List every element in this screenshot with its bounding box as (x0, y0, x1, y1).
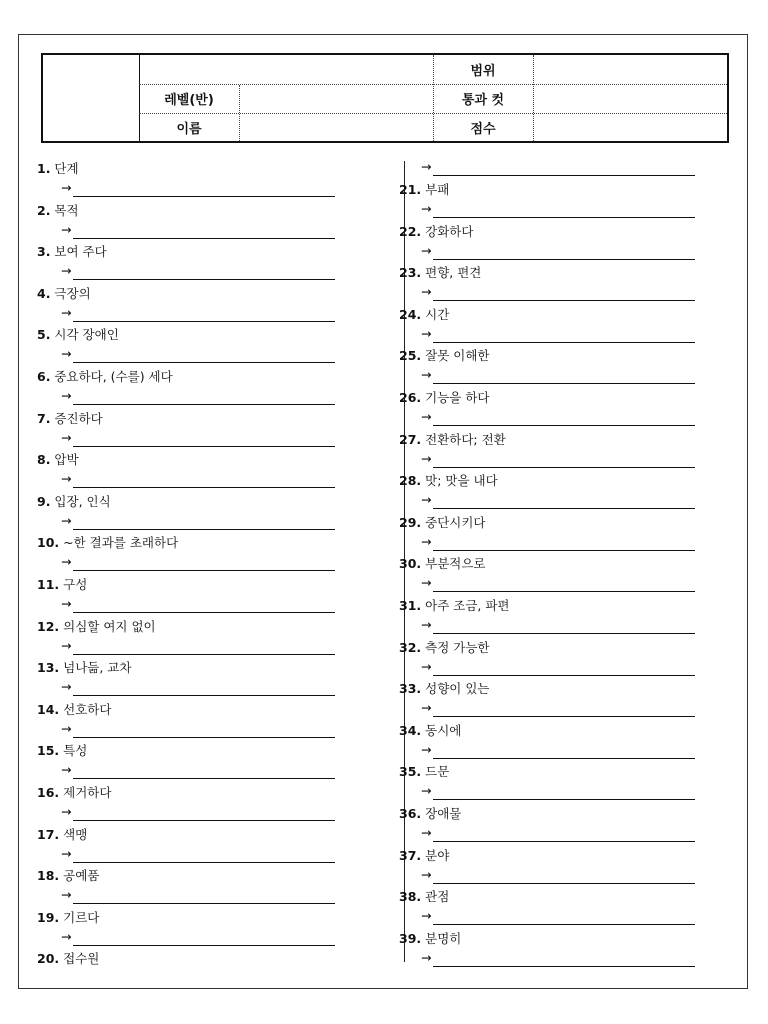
question-term: 기르다 (59, 909, 100, 925)
answer-blank[interactable] (61, 804, 71, 819)
arrow-icon: → (61, 637, 72, 653)
arrow-icon: → (421, 492, 432, 508)
question-item (399, 679, 489, 697)
answer-blank[interactable] (421, 659, 431, 674)
answer-blank[interactable] (61, 762, 71, 777)
answer-line (433, 966, 695, 967)
question-item (399, 762, 449, 780)
answer-blank[interactable] (61, 596, 71, 611)
arrow-icon: → (421, 325, 432, 341)
question-item (399, 554, 486, 572)
question-item (37, 866, 99, 884)
question-number: 4. (37, 285, 51, 301)
arrow-icon: → (421, 201, 432, 216)
answer-blank[interactable] (61, 263, 71, 278)
question-number: 31. (399, 598, 422, 613)
arrow-icon: → (61, 180, 72, 195)
answer-blank[interactable] (61, 471, 71, 486)
answer-line (433, 467, 695, 468)
question-number: 37. (399, 847, 422, 863)
question-number: 13. (37, 660, 60, 676)
question-item (399, 180, 449, 198)
arrow-icon: → (61, 512, 72, 528)
answer-blank[interactable] (421, 492, 431, 507)
question-item (399, 929, 461, 947)
question-term: 색맹 (59, 826, 88, 842)
answer-blank[interactable] (61, 180, 71, 195)
question-number: 22. (399, 223, 422, 239)
question-number: 35. (399, 764, 422, 780)
answer-blank[interactable] (61, 929, 71, 944)
question-number: 8. (37, 452, 51, 468)
answer-line (73, 404, 335, 405)
question-item (37, 908, 99, 926)
question-term: 제거하다 (59, 785, 112, 800)
arrow-icon: → (61, 928, 72, 944)
question-term: 입장, 인식 (50, 493, 111, 509)
question-item (399, 430, 506, 448)
arrow-icon: → (61, 304, 72, 320)
question-number: 2. (37, 202, 51, 218)
answer-line (73, 446, 335, 447)
question-term: 분야 (421, 847, 450, 863)
answer-line (73, 695, 335, 696)
question-number: 38. (399, 889, 422, 905)
question-number: 36. (399, 806, 422, 821)
question-term: 드문 (421, 764, 450, 780)
answer-line (73, 862, 335, 863)
answer-blank[interactable] (61, 721, 71, 736)
answer-blank[interactable] (61, 846, 71, 861)
question-number: 27. (399, 431, 422, 447)
question-number: 5. (37, 327, 51, 343)
question-term: 전환하다; 전환 (421, 431, 506, 447)
question-number: 24. (399, 306, 422, 322)
question-item (37, 825, 87, 843)
question-number: 10. (37, 535, 60, 551)
question-item (37, 533, 178, 551)
question-item (399, 596, 510, 614)
arrow-icon: → (61, 471, 72, 487)
question-item (37, 201, 79, 219)
answer-blank[interactable] (421, 159, 431, 174)
answer-line (73, 279, 335, 280)
question-item (399, 305, 449, 323)
arrow-icon: → (61, 388, 72, 403)
arrow-icon: → (421, 409, 432, 424)
answer-blank[interactable] (421, 367, 431, 382)
pass-cut-label: 통과 컷 (461, 93, 505, 108)
answer-line (433, 924, 695, 925)
question-item (399, 513, 486, 531)
answer-line (433, 550, 695, 551)
question-number: 34. (399, 722, 422, 738)
answer-line (433, 633, 695, 634)
arrow-icon: → (421, 450, 432, 466)
answer-blank[interactable] (61, 305, 71, 320)
question-item (399, 846, 449, 864)
question-term: 기능을 하다 (421, 390, 490, 405)
answer-blank[interactable] (61, 222, 71, 237)
question-item (37, 658, 131, 676)
answer-blank[interactable] (61, 513, 71, 528)
answer-blank[interactable] (61, 638, 71, 653)
question-term: 아주 조금, 파편 (421, 598, 510, 613)
arrow-icon: → (61, 804, 72, 819)
arrow-icon: → (421, 783, 432, 799)
range-label: 범위 (470, 64, 496, 79)
question-number: 14. (37, 701, 60, 717)
answer-line (433, 883, 695, 884)
answer-blank[interactable] (421, 326, 431, 341)
question-number: 33. (399, 681, 422, 697)
question-item (37, 325, 119, 343)
answer-line (73, 321, 335, 322)
level-label: 레벨(반) (164, 93, 214, 108)
question-item (399, 263, 481, 281)
score-label: 점수 (470, 121, 496, 137)
question-number: 26. (399, 390, 422, 405)
question-item (399, 638, 489, 656)
answer-blank[interactable] (421, 575, 431, 590)
question-item (399, 346, 489, 364)
question-term: ~한 결과를 초래하다 (59, 535, 179, 551)
question-item (399, 388, 489, 406)
question-number: 19. (37, 909, 60, 925)
question-item (37, 783, 111, 801)
question-term: 장애물 (421, 806, 462, 821)
question-term: 압박 (50, 452, 79, 468)
question-item (399, 887, 449, 905)
question-item (37, 159, 79, 177)
question-item (37, 492, 111, 510)
question-term: 성향이 있는 (421, 681, 490, 697)
answer-line (73, 362, 335, 363)
question-number: 30. (399, 556, 422, 572)
question-item (37, 367, 173, 385)
question-term: 부분적으로 (421, 556, 486, 572)
answer-blank[interactable] (421, 617, 431, 632)
question-number: 21. (399, 182, 422, 197)
question-item (37, 242, 107, 260)
question-term: 잘못 이해한 (421, 348, 490, 364)
answer-line (73, 529, 335, 530)
answer-line (73, 820, 335, 821)
question-item (399, 222, 473, 240)
answer-line (73, 945, 335, 946)
answer-blank[interactable] (421, 700, 431, 715)
answer-line (73, 903, 335, 904)
arrow-icon: → (421, 866, 432, 882)
question-number: 1. (37, 161, 51, 176)
arrow-icon: → (61, 679, 72, 695)
answer-blank[interactable] (61, 679, 71, 694)
answer-line (433, 799, 695, 800)
answer-blank[interactable] (421, 742, 431, 757)
answer-line (73, 612, 335, 613)
question-term: 동시에 (421, 722, 462, 738)
question-term: 보여 주다 (50, 244, 107, 260)
question-term: 극장의 (50, 285, 91, 301)
question-item (37, 409, 103, 427)
question-number: 12. (37, 618, 60, 634)
arrow-icon: → (421, 242, 432, 258)
arrow-icon: → (421, 533, 432, 549)
answer-blank[interactable] (61, 554, 71, 569)
answer-line (433, 217, 695, 218)
answer-line (433, 425, 695, 426)
question-number: 17. (37, 826, 60, 842)
arrow-icon: → (421, 617, 432, 632)
answer-line (73, 654, 335, 655)
arrow-icon: → (61, 887, 72, 903)
question-item (399, 471, 498, 489)
arrow-icon: → (61, 346, 72, 362)
arrow-icon: → (421, 949, 432, 965)
question-term: 분명히 (421, 930, 462, 946)
answer-line (433, 758, 695, 759)
arrow-icon: → (421, 367, 432, 383)
arrow-icon: → (61, 429, 72, 445)
question-number: 9. (37, 493, 51, 509)
question-term: 넘나듦, 교차 (59, 660, 132, 676)
arrow-icon: → (421, 908, 432, 924)
answer-blank[interactable] (61, 887, 71, 902)
question-number: 23. (399, 265, 422, 281)
answer-line (73, 196, 335, 197)
question-term: 공예품 (59, 868, 100, 884)
header-divider (533, 55, 534, 141)
header-table (41, 53, 729, 143)
answer-blank[interactable] (61, 388, 71, 403)
question-item (399, 721, 461, 739)
answer-line (433, 342, 695, 343)
question-number: 28. (399, 473, 422, 489)
question-number: 18. (37, 868, 60, 884)
answer-line (73, 570, 335, 571)
question-term: 특성 (59, 743, 88, 759)
question-item (399, 804, 461, 822)
answer-blank[interactable] (421, 409, 431, 424)
question-term: 시각 장애인 (50, 327, 119, 343)
worksheet-border (18, 34, 748, 989)
question-number: 3. (37, 244, 51, 260)
arrow-icon: → (421, 159, 432, 174)
arrow-icon: → (61, 554, 72, 570)
question-term: 부패 (421, 182, 450, 197)
question-term: 선호하다 (59, 701, 112, 717)
question-term: 강화하다 (421, 223, 474, 239)
answer-line (433, 841, 695, 842)
question-number: 16. (37, 785, 60, 800)
arrow-icon: → (421, 825, 432, 840)
arrow-icon: → (61, 845, 72, 861)
answer-blank[interactable] (421, 867, 431, 882)
answer-line (433, 675, 695, 676)
answer-blank[interactable] (421, 783, 431, 798)
question-number: 29. (399, 514, 422, 530)
question-number: 39. (399, 930, 422, 946)
name-label: 이름 (176, 121, 202, 137)
arrow-icon: → (61, 221, 72, 237)
answer-blank[interactable] (61, 430, 71, 445)
arrow-icon: → (421, 575, 432, 591)
question-item (37, 284, 91, 302)
question-term: 구성 (59, 577, 88, 592)
answer-blank[interactable] (421, 243, 431, 258)
answer-line (73, 238, 335, 239)
answer-blank[interactable] (61, 346, 71, 361)
question-item (37, 700, 111, 718)
answer-line (433, 508, 695, 509)
answer-line (433, 383, 695, 384)
answer-blank[interactable] (421, 201, 431, 216)
question-item (37, 741, 87, 759)
arrow-icon: → (421, 284, 432, 300)
arrow-icon: → (421, 700, 432, 716)
answer-line (73, 778, 335, 779)
question-term: 단계 (50, 161, 79, 176)
question-number: 11. (37, 577, 60, 592)
question-term: 맛; 맛을 내다 (421, 473, 498, 489)
arrow-icon: → (61, 263, 72, 279)
question-number: 6. (37, 369, 51, 384)
arrow-icon: → (61, 762, 72, 778)
question-number: 25. (399, 348, 422, 364)
answer-blank[interactable] (421, 534, 431, 549)
question-term: 중요하다, (수를) 세다 (50, 369, 173, 384)
question-term: 중단시키다 (421, 514, 486, 530)
answer-line (73, 487, 335, 488)
question-item (37, 617, 156, 635)
answer-line (433, 591, 695, 592)
question-term: 측정 가능한 (421, 639, 490, 655)
question-number: 7. (37, 410, 51, 426)
answer-line (433, 175, 695, 176)
answer-blank[interactable] (421, 284, 431, 299)
question-item (37, 949, 99, 967)
answer-blank[interactable] (421, 825, 431, 840)
question-term: 시간 (421, 306, 450, 322)
question-term: 의심할 여지 없이 (59, 618, 156, 634)
arrow-icon: → (421, 658, 432, 674)
question-term: 증진하다 (50, 410, 103, 426)
arrow-icon: → (421, 741, 432, 757)
question-term: 관점 (421, 889, 450, 905)
question-number: 32. (399, 639, 422, 655)
question-term: 접수원 (59, 951, 100, 967)
answer-line (73, 737, 335, 738)
arrow-icon: → (61, 720, 72, 736)
question-item (37, 450, 79, 468)
answer-blank[interactable] (421, 950, 431, 965)
answer-line (433, 716, 695, 717)
question-number: 15. (37, 743, 60, 759)
question-term: 목적 (50, 202, 79, 218)
answer-line (433, 300, 695, 301)
question-item (37, 575, 87, 593)
arrow-icon: → (61, 596, 72, 611)
answer-blank[interactable] (421, 451, 431, 466)
question-term: 편향, 편견 (421, 265, 482, 281)
question-number: 20. (37, 951, 60, 967)
answer-blank[interactable] (421, 908, 431, 923)
answer-line (433, 259, 695, 260)
